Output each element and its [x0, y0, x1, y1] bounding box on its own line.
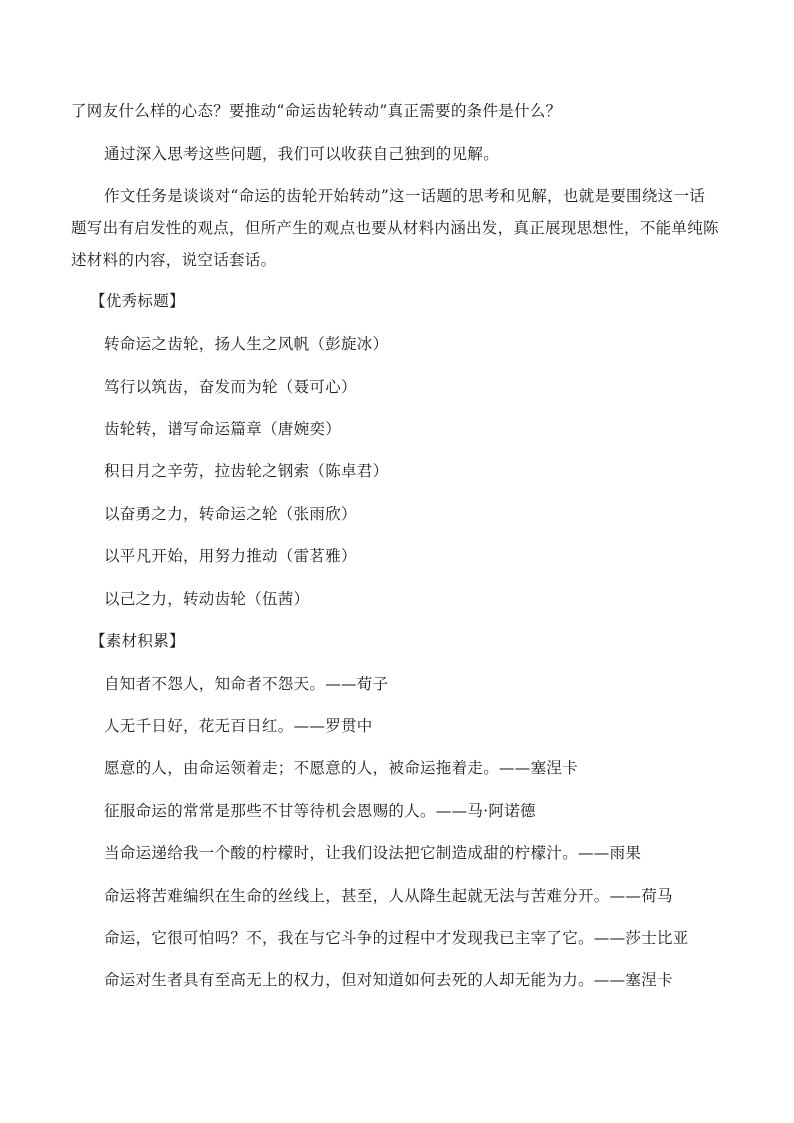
intro-line-1: 了网友什么样的心态？要推动“命运齿轮转动”真正需要的条件是什么？ [71, 102, 562, 120]
task-line-1: 作文任务是谈谈对“命运的齿轮开始转动”这一话题的思考和见解，也就是要围绕这一话 [104, 187, 706, 205]
intro-paragraph-2: 通过深入思考这些问题，我们可以收获自己独到的见解。 [104, 145, 500, 163]
material-quote: 命运将苦难编织在生命的丝线上，甚至，人从降生起就无法与苦难分开。——荷马 [104, 887, 673, 905]
material-quote: 命运，它很可怕吗？不，我在与它斗争的过程中才发现我已主宰了它。——莎士比亚 [104, 929, 689, 947]
material-quote: 自知者不怨人，知命者不怨天。——荀子 [104, 675, 389, 693]
material-quote: 征服命运的常常是那些不甘等待机会恩赐的人。——马·阿诺德 [104, 802, 536, 820]
task-line-2: 题写出有启发性的观点，但所产生的观点也要从材料内涵出发，真正展现思想性，不能单纯陈 [71, 219, 719, 237]
material-quote: 当命运递给我一个酸的柠檬时，让我们设法把它制造成甜的柠檬汁。——雨果 [104, 844, 642, 862]
title-item: 以奋勇之力，转命运之轮（张雨欣） [104, 505, 357, 523]
task-line-3: 述材料的内容，说空话套话。 [71, 251, 277, 269]
material-quote: 人无千日好，花无百日红。——罗贯中 [104, 717, 373, 735]
material-quote: 命运对生者具有至高无上的权力，但对知道如何去死的人却无能为力。——塞涅卡 [104, 971, 673, 989]
title-item: 积日月之辛劳，拉齿轮之钢索（陈卓君） [104, 462, 389, 480]
title-item: 笃行以筑齿，奋发而为轮（聂可心） [104, 378, 357, 396]
section-heading-titles: 【优秀标题】 [90, 292, 185, 310]
title-item: 以平凡开始，用努力推动（雷茗雅） [104, 547, 357, 565]
title-item: 转命运之齿轮，扬人生之风帆（彭旋冰） [104, 335, 389, 353]
title-item: 以己之力，转动齿轮（伍茜） [104, 590, 310, 608]
material-quote: 愿意的人，由命运领着走；不愿意的人，被命运拖着走。——塞涅卡 [104, 759, 579, 777]
title-item: 齿轮转，谱写命运篇章（唐婉奕） [104, 420, 342, 438]
section-heading-materials: 【素材积累】 [90, 632, 185, 650]
